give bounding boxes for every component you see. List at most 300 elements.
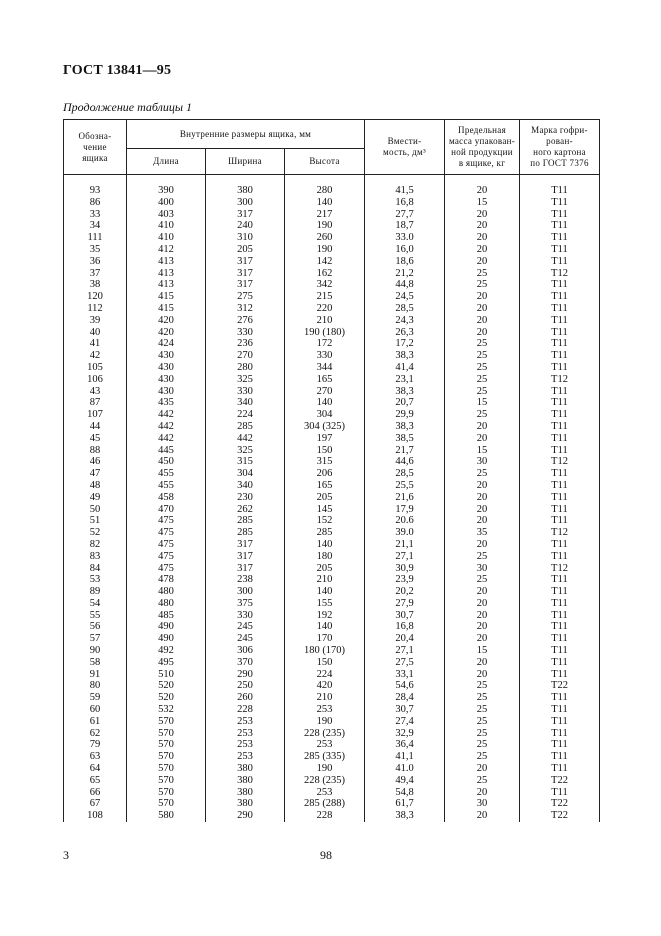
cell-capacity: 39.0 — [365, 527, 445, 539]
cell-max-mass: 20 — [445, 185, 520, 197]
cell-cardboard-grade: Т22 — [520, 798, 600, 810]
table-row — [64, 456, 600, 468]
table-row — [64, 468, 600, 480]
cell-height: 215 — [285, 291, 365, 303]
cell-width: 370 — [206, 657, 285, 669]
cell-cardboard-grade: Т11 — [520, 468, 600, 480]
cell-height: 140 — [285, 621, 365, 633]
cell-height: 304 (325) — [285, 421, 365, 433]
cell-designation: 120 — [64, 291, 127, 303]
cell-capacity: 21,2 — [365, 268, 445, 280]
cell-capacity: 16,0 — [365, 244, 445, 256]
cell-width: 380 — [206, 185, 285, 197]
cell-height: 165 — [285, 374, 365, 386]
cell-height: 190 — [285, 244, 365, 256]
cell-cardboard-grade: Т11 — [520, 256, 600, 268]
cell-height: 170 — [285, 633, 365, 645]
cell-designation: 46 — [64, 456, 127, 468]
cell-cardboard-grade: Т11 — [520, 445, 600, 457]
cell-width: 253 — [206, 716, 285, 728]
cell-length: 420 — [127, 327, 206, 339]
cell-height: 315 — [285, 456, 365, 468]
cell-width: 250 — [206, 680, 285, 692]
cell-height: 205 — [285, 492, 365, 504]
cell-capacity: 28,4 — [365, 692, 445, 704]
cell-designation: 36 — [64, 256, 127, 268]
cell-designation: 79 — [64, 739, 127, 751]
cell-cardboard-grade: Т11 — [520, 787, 600, 799]
cell-width: 317 — [206, 256, 285, 268]
cell-height: 180 — [285, 551, 365, 563]
cell-height: 140 — [285, 539, 365, 551]
cell-max-mass: 25 — [445, 279, 520, 291]
page-number-left: 3 — [63, 848, 69, 862]
cell-cardboard-grade: Т11 — [520, 315, 600, 327]
cell-width: 238 — [206, 574, 285, 586]
cell-capacity: 16,8 — [365, 621, 445, 633]
cell-max-mass: 35 — [445, 527, 520, 539]
cell-width: 315 — [206, 456, 285, 468]
cell-height: 342 — [285, 279, 365, 291]
header-width: Ширина — [206, 149, 285, 175]
cell-length: 480 — [127, 586, 206, 598]
cell-capacity: 27,1 — [365, 645, 445, 657]
cell-height: 145 — [285, 504, 365, 516]
header-cardboard-grade: Марка гофри- рован- ного картона по ГОСТ 7376 — [520, 120, 600, 175]
cell-designation: 64 — [64, 763, 127, 775]
cell-height: 172 — [285, 338, 365, 350]
cell-width: 317 — [206, 551, 285, 563]
cell-max-mass: 20 — [445, 244, 520, 256]
table-row — [64, 775, 600, 787]
cell-max-mass: 25 — [445, 386, 520, 398]
cell-width: 310 — [206, 232, 285, 244]
cell-cardboard-grade: Т11 — [520, 480, 600, 492]
cell-height: 140 — [285, 197, 365, 209]
cell-height: 190 (180) — [285, 327, 365, 339]
table-row — [64, 751, 600, 763]
cell-designation: 89 — [64, 586, 127, 598]
table-body — [64, 175, 600, 823]
table-row — [64, 220, 600, 232]
cell-max-mass: 15 — [445, 197, 520, 209]
cell-designation: 67 — [64, 798, 127, 810]
cell-capacity: 21,7 — [365, 445, 445, 457]
cell-length: 455 — [127, 480, 206, 492]
header-designation: Обозна- чение ящика — [64, 120, 127, 175]
table-spacer-row — [64, 175, 600, 186]
cell-cardboard-grade: Т11 — [520, 397, 600, 409]
cell-designation: 49 — [64, 492, 127, 504]
cell-cardboard-grade: Т11 — [520, 433, 600, 445]
cell-width: 280 — [206, 362, 285, 374]
table-row — [64, 598, 600, 610]
cell-width: 325 — [206, 374, 285, 386]
cell-cardboard-grade: Т11 — [520, 504, 600, 516]
table-row — [64, 539, 600, 551]
cell-designation: 52 — [64, 527, 127, 539]
cell-length: 475 — [127, 551, 206, 563]
cell-width: 285 — [206, 527, 285, 539]
cell-cardboard-grade: Т11 — [520, 515, 600, 527]
cell-width: 270 — [206, 350, 285, 362]
cell-cardboard-grade: Т11 — [520, 586, 600, 598]
table-row — [64, 515, 600, 527]
table-row — [64, 704, 600, 716]
cell-width: 224 — [206, 409, 285, 421]
cell-capacity: 38,3 — [365, 421, 445, 433]
cell-designation: 57 — [64, 633, 127, 645]
cell-width: 325 — [206, 445, 285, 457]
table-row — [64, 256, 600, 268]
cell-length: 510 — [127, 669, 206, 681]
cell-max-mass: 20 — [445, 515, 520, 527]
cell-designation: 55 — [64, 610, 127, 622]
cell-width: 380 — [206, 787, 285, 799]
cell-capacity: 41,4 — [365, 362, 445, 374]
cell-max-mass: 20 — [445, 256, 520, 268]
cell-designation: 53 — [64, 574, 127, 586]
cell-capacity: 32,9 — [365, 728, 445, 740]
cell-max-mass: 20 — [445, 209, 520, 221]
cell-height: 253 — [285, 739, 365, 751]
table-row — [64, 362, 600, 374]
cell-designation: 59 — [64, 692, 127, 704]
cell-length: 480 — [127, 598, 206, 610]
cell-width: 317 — [206, 279, 285, 291]
cell-cardboard-grade: Т11 — [520, 669, 600, 681]
table-row — [64, 268, 600, 280]
cell-max-mass: 20 — [445, 492, 520, 504]
cell-designation: 88 — [64, 445, 127, 457]
header-height: Высота — [285, 149, 365, 175]
cell-cardboard-grade: Т22 — [520, 680, 600, 692]
cell-length: 430 — [127, 386, 206, 398]
cell-height: 180 (170) — [285, 645, 365, 657]
cell-cardboard-grade: Т11 — [520, 350, 600, 362]
cell-height: 210 — [285, 574, 365, 586]
cell-max-mass: 25 — [445, 739, 520, 751]
cell-max-mass: 25 — [445, 374, 520, 386]
cell-capacity: 25,5 — [365, 480, 445, 492]
cell-width: 330 — [206, 386, 285, 398]
cell-width: 312 — [206, 303, 285, 315]
cell-cardboard-grade: Т11 — [520, 728, 600, 740]
cell-width: 275 — [206, 291, 285, 303]
cell-max-mass: 20 — [445, 327, 520, 339]
cell-designation: 63 — [64, 751, 127, 763]
table-row — [64, 621, 600, 633]
cell-cardboard-grade: Т12 — [520, 374, 600, 386]
cell-width: 285 — [206, 515, 285, 527]
cell-designation: 112 — [64, 303, 127, 315]
cell-max-mass: 30 — [445, 563, 520, 575]
table-row — [64, 409, 600, 421]
cell-capacity: 27,7 — [365, 209, 445, 221]
cell-cardboard-grade: Т12 — [520, 563, 600, 575]
cell-max-mass: 20 — [445, 657, 520, 669]
cell-width: 245 — [206, 633, 285, 645]
cell-height: 197 — [285, 433, 365, 445]
table-row — [64, 810, 600, 822]
cell-designation: 40 — [64, 327, 127, 339]
cell-cardboard-grade: Т22 — [520, 775, 600, 787]
cell-capacity: 41.0 — [365, 763, 445, 775]
cell-length: 485 — [127, 610, 206, 622]
cell-capacity: 36,4 — [365, 739, 445, 751]
cell-cardboard-grade: Т11 — [520, 539, 600, 551]
cell-width: 317 — [206, 209, 285, 221]
cell-width: 317 — [206, 563, 285, 575]
cell-length: 420 — [127, 315, 206, 327]
cell-capacity: 24,3 — [365, 315, 445, 327]
cell-height: 152 — [285, 515, 365, 527]
cell-width: 253 — [206, 728, 285, 740]
cell-max-mass: 20 — [445, 598, 520, 610]
cell-height: 330 — [285, 350, 365, 362]
table-row — [64, 586, 600, 598]
table-row — [64, 327, 600, 339]
cell-designation: 108 — [64, 810, 127, 822]
cell-cardboard-grade: Т11 — [520, 279, 600, 291]
cell-width: 375 — [206, 598, 285, 610]
cell-height: 253 — [285, 704, 365, 716]
cell-width: 306 — [206, 645, 285, 657]
cell-height: 192 — [285, 610, 365, 622]
cell-capacity: 30,9 — [365, 563, 445, 575]
cell-cardboard-grade: Т12 — [520, 268, 600, 280]
cell-height: 285 (288) — [285, 798, 365, 810]
cell-max-mass: 20 — [445, 421, 520, 433]
cell-width: 240 — [206, 220, 285, 232]
cell-designation: 42 — [64, 350, 127, 362]
cell-width: 205 — [206, 244, 285, 256]
cell-designation: 86 — [64, 197, 127, 209]
table-row — [64, 680, 600, 692]
table-row — [64, 421, 600, 433]
cell-designation: 35 — [64, 244, 127, 256]
table-row — [64, 397, 600, 409]
cell-designation: 54 — [64, 598, 127, 610]
cell-length: 580 — [127, 810, 206, 822]
cell-max-mass: 20 — [445, 315, 520, 327]
cell-width: 300 — [206, 197, 285, 209]
cell-width: 300 — [206, 586, 285, 598]
table-row — [64, 563, 600, 575]
cell-designation: 51 — [64, 515, 127, 527]
cell-max-mass: 30 — [445, 456, 520, 468]
cell-max-mass: 20 — [445, 539, 520, 551]
cell-height: 228 (235) — [285, 775, 365, 787]
cell-designation: 44 — [64, 421, 127, 433]
cell-capacity: 33.0 — [365, 232, 445, 244]
cell-cardboard-grade: Т11 — [520, 657, 600, 669]
table-row — [64, 504, 600, 516]
cell-cardboard-grade: Т11 — [520, 232, 600, 244]
cell-capacity: 41,5 — [365, 185, 445, 197]
cell-capacity: 23,1 — [365, 374, 445, 386]
cell-length: 470 — [127, 504, 206, 516]
cell-width: 253 — [206, 751, 285, 763]
cell-height: 190 — [285, 763, 365, 775]
cell-cardboard-grade: Т12 — [520, 527, 600, 539]
cell-length: 442 — [127, 433, 206, 445]
cell-height: 205 — [285, 563, 365, 575]
cell-cardboard-grade: Т11 — [520, 551, 600, 563]
cell-cardboard-grade: Т11 — [520, 185, 600, 197]
cell-length: 403 — [127, 209, 206, 221]
cell-designation: 47 — [64, 468, 127, 480]
cell-max-mass: 20 — [445, 621, 520, 633]
cell-cardboard-grade: Т11 — [520, 574, 600, 586]
cell-length: 532 — [127, 704, 206, 716]
cell-height: 344 — [285, 362, 365, 374]
cell-height: 140 — [285, 586, 365, 598]
cell-capacity: 20.6 — [365, 515, 445, 527]
cell-cardboard-grade: Т11 — [520, 362, 600, 374]
cell-capacity: 17,9 — [365, 504, 445, 516]
cell-cardboard-grade: Т11 — [520, 327, 600, 339]
cell-height: 228 — [285, 810, 365, 822]
cell-length: 570 — [127, 763, 206, 775]
cell-length: 430 — [127, 350, 206, 362]
cell-designation: 107 — [64, 409, 127, 421]
table-continuation-label: Продолжение таблицы 1 — [63, 100, 193, 114]
cell-designation: 61 — [64, 716, 127, 728]
header-max-mass: Предельная масса упакован- ной продукции в ящике, кг — [445, 120, 520, 175]
cell-width: 330 — [206, 327, 285, 339]
cell-length: 455 — [127, 468, 206, 480]
cell-height: 210 — [285, 692, 365, 704]
table-row — [64, 244, 600, 256]
cell-capacity: 38,3 — [365, 350, 445, 362]
cell-length: 475 — [127, 515, 206, 527]
cell-width: 340 — [206, 480, 285, 492]
cell-length: 413 — [127, 256, 206, 268]
cell-designation: 65 — [64, 775, 127, 787]
cell-cardboard-grade: Т11 — [520, 409, 600, 421]
cell-height: 142 — [285, 256, 365, 268]
cell-capacity: 27,5 — [365, 657, 445, 669]
cell-designation: 34 — [64, 220, 127, 232]
cell-length: 570 — [127, 716, 206, 728]
table-row — [64, 279, 600, 291]
cell-width: 285 — [206, 421, 285, 433]
cell-designation: 82 — [64, 539, 127, 551]
cell-width: 253 — [206, 739, 285, 751]
cell-length: 570 — [127, 798, 206, 810]
table-row — [64, 209, 600, 221]
cell-height: 285 (335) — [285, 751, 365, 763]
table-row — [64, 633, 600, 645]
cell-length: 520 — [127, 692, 206, 704]
cell-length: 413 — [127, 268, 206, 280]
cell-cardboard-grade: Т11 — [520, 197, 600, 209]
cell-capacity: 16,8 — [365, 197, 445, 209]
cell-width: 262 — [206, 504, 285, 516]
table-row — [64, 645, 600, 657]
cell-cardboard-grade: Т11 — [520, 209, 600, 221]
cell-length: 415 — [127, 303, 206, 315]
cell-cardboard-grade: Т11 — [520, 751, 600, 763]
cell-length: 430 — [127, 362, 206, 374]
cell-max-mass: 20 — [445, 480, 520, 492]
cell-height: 420 — [285, 680, 365, 692]
cell-max-mass: 20 — [445, 763, 520, 775]
cell-capacity: 44,8 — [365, 279, 445, 291]
cell-designation: 60 — [64, 704, 127, 716]
table-row — [64, 232, 600, 244]
cell-length: 445 — [127, 445, 206, 457]
cell-length: 490 — [127, 621, 206, 633]
cell-designation: 90 — [64, 645, 127, 657]
table-row — [64, 315, 600, 327]
cell-capacity: 26,3 — [365, 327, 445, 339]
cell-designation: 50 — [64, 504, 127, 516]
cell-designation: 105 — [64, 362, 127, 374]
cell-cardboard-grade: Т11 — [520, 421, 600, 433]
cell-length: 458 — [127, 492, 206, 504]
table-row — [64, 669, 600, 681]
cell-capacity: 38,5 — [365, 433, 445, 445]
cell-designation: 106 — [64, 374, 127, 386]
cell-cardboard-grade: Т11 — [520, 492, 600, 504]
cell-height: 260 — [285, 232, 365, 244]
cell-height: 206 — [285, 468, 365, 480]
cell-height: 280 — [285, 185, 365, 197]
cell-cardboard-grade: Т11 — [520, 739, 600, 751]
cell-cardboard-grade: Т11 — [520, 220, 600, 232]
cell-cardboard-grade: Т11 — [520, 633, 600, 645]
cell-designation: 43 — [64, 386, 127, 398]
cell-cardboard-grade: Т11 — [520, 598, 600, 610]
table-row — [64, 657, 600, 669]
cell-length: 492 — [127, 645, 206, 657]
cell-length: 520 — [127, 680, 206, 692]
cell-length: 570 — [127, 787, 206, 799]
table-row — [64, 303, 600, 315]
cell-max-mass: 25 — [445, 574, 520, 586]
cell-height: 224 — [285, 669, 365, 681]
cell-capacity: 44,6 — [365, 456, 445, 468]
cell-designation: 111 — [64, 232, 127, 244]
cell-max-mass: 25 — [445, 751, 520, 763]
cell-max-mass: 15 — [445, 397, 520, 409]
cell-max-mass: 25 — [445, 551, 520, 563]
cell-capacity: 38,3 — [365, 810, 445, 822]
cell-designation: 91 — [64, 669, 127, 681]
cell-length: 570 — [127, 728, 206, 740]
cell-max-mass: 15 — [445, 445, 520, 457]
cell-width: 260 — [206, 692, 285, 704]
cell-length: 435 — [127, 397, 206, 409]
cell-length: 424 — [127, 338, 206, 350]
cell-designation: 38 — [64, 279, 127, 291]
cell-length: 450 — [127, 456, 206, 468]
cell-max-mass: 25 — [445, 350, 520, 362]
cell-height: 285 — [285, 527, 365, 539]
cell-designation: 83 — [64, 551, 127, 563]
table-row — [64, 433, 600, 445]
cell-capacity: 23,9 — [365, 574, 445, 586]
cell-width: 380 — [206, 798, 285, 810]
cell-length: 478 — [127, 574, 206, 586]
cell-designation: 84 — [64, 563, 127, 575]
cell-capacity: 41,1 — [365, 751, 445, 763]
table-row — [64, 798, 600, 810]
cell-max-mass: 20 — [445, 504, 520, 516]
cell-width: 228 — [206, 704, 285, 716]
